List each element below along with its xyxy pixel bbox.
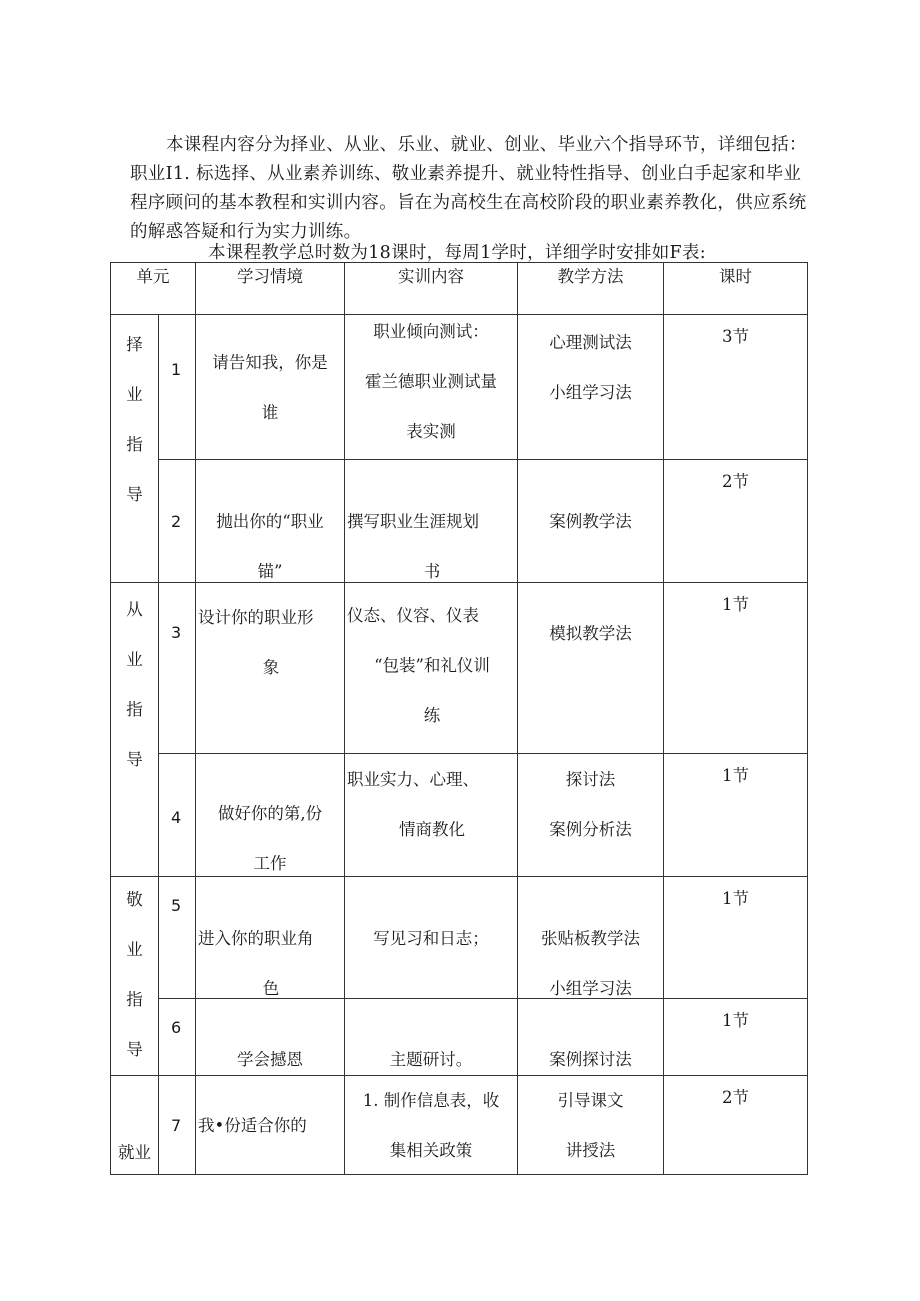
- hours-cell: 3节: [664, 315, 808, 460]
- method-cell: 案例教学法: [518, 460, 664, 583]
- header-hours: 课时: [664, 263, 808, 315]
- content-cell: 撰写职业生涯规划 书: [345, 460, 518, 583]
- situation-cell: 抛出你的“职业 锚”: [196, 460, 345, 583]
- hours-cell: 2节: [664, 460, 808, 583]
- content-cell: 主题研讨。: [345, 999, 518, 1076]
- intro-paragraph-2: 本课程教学总时数为18课时，每周1学时，详细学时安排如F表:: [208, 242, 706, 263]
- hours-cell: 1节: [664, 999, 808, 1076]
- situation-cell: 设计你的职业形 象: [196, 583, 345, 754]
- table-row: [111, 999, 808, 1076]
- intro-paragraph-1: 本课程内容分为择业、从业、乐业、就业、创业、毕业六个指导环节，详细包括：职业I1. 标选择、从业素养训练、敬业素养提升、就业特性指导、创业白手起家和毕业程序顾问的基本教程和实训内容。旨在为高校生在高校阶段的职业素养教化，供应系统的解惑答疑和行为实力训练。: [130, 134, 807, 242]
- header-unit: 单元: [111, 263, 196, 315]
- content-cell: 职业实力、心理、 情商教化: [345, 754, 518, 877]
- hours-cell: 2节: [664, 1076, 808, 1175]
- method-cell: 模拟教学法: [518, 583, 664, 754]
- method-cell: 探讨法 案例分析法: [518, 754, 664, 877]
- situation-cell: 进入你的职业角 色: [196, 877, 345, 999]
- unit-label: 择 业 指 导: [126, 335, 143, 504]
- situation-cell: 请告知我，你是 谁: [196, 315, 345, 460]
- content-cell: 1. 制作信息表，收 集相关政策: [345, 1076, 518, 1175]
- row-number: 5: [159, 877, 196, 999]
- unit-cell-jingye: [111, 877, 159, 1076]
- content-cell: 写见习和日志；: [345, 877, 518, 999]
- table-row: [111, 315, 808, 460]
- hours-cell: 1节: [664, 583, 808, 754]
- row-number: 3: [159, 583, 196, 754]
- hours-cell: 1节: [664, 754, 808, 877]
- method-cell: 引导课文 讲授法: [518, 1076, 664, 1175]
- table-row: [111, 460, 808, 583]
- hours-cell: 1节: [664, 877, 808, 999]
- row-number: 2: [159, 460, 196, 583]
- unit-label: 从 业 指 导: [126, 600, 143, 769]
- header-situation: 学习情境: [196, 263, 345, 315]
- situation-cell: 学会撼恩: [196, 999, 345, 1076]
- header-method: 教学方法: [518, 263, 664, 315]
- unit-label: 就业: [118, 1143, 151, 1162]
- table-row: [111, 877, 808, 999]
- unit-cell-zeye: [111, 315, 159, 583]
- method-cell: 心理测试法 小组学习法: [518, 315, 664, 460]
- content-cell: 职业倾向测试： 霍兰德职业测试量 表实测: [345, 315, 518, 460]
- table-row: [111, 1076, 808, 1175]
- table-row: [111, 583, 808, 754]
- row-number: 1: [159, 315, 196, 460]
- table-row: [111, 754, 808, 877]
- schedule-table: [110, 262, 808, 1175]
- unit-label: 敬 业 指 导: [126, 890, 143, 1059]
- row-number: 4: [159, 754, 196, 877]
- unit-cell-congye: [111, 583, 159, 877]
- row-number: 6: [159, 999, 196, 1076]
- row-number: 7: [159, 1076, 196, 1175]
- content-cell: 仪态、仪容、仪表 “包装”和礼仪训 练: [345, 583, 518, 754]
- method-cell: 案例探讨法: [518, 999, 664, 1076]
- method-cell: 张贴板教学法 小组学习法: [518, 877, 664, 999]
- situation-cell: 我•份适合你的: [196, 1076, 345, 1175]
- situation-cell: 做好你的第,份 工作: [196, 754, 345, 877]
- unit-cell-jiuye: [111, 1076, 159, 1175]
- header-content: 实训内容: [345, 263, 518, 315]
- table-header-row: [111, 263, 808, 315]
